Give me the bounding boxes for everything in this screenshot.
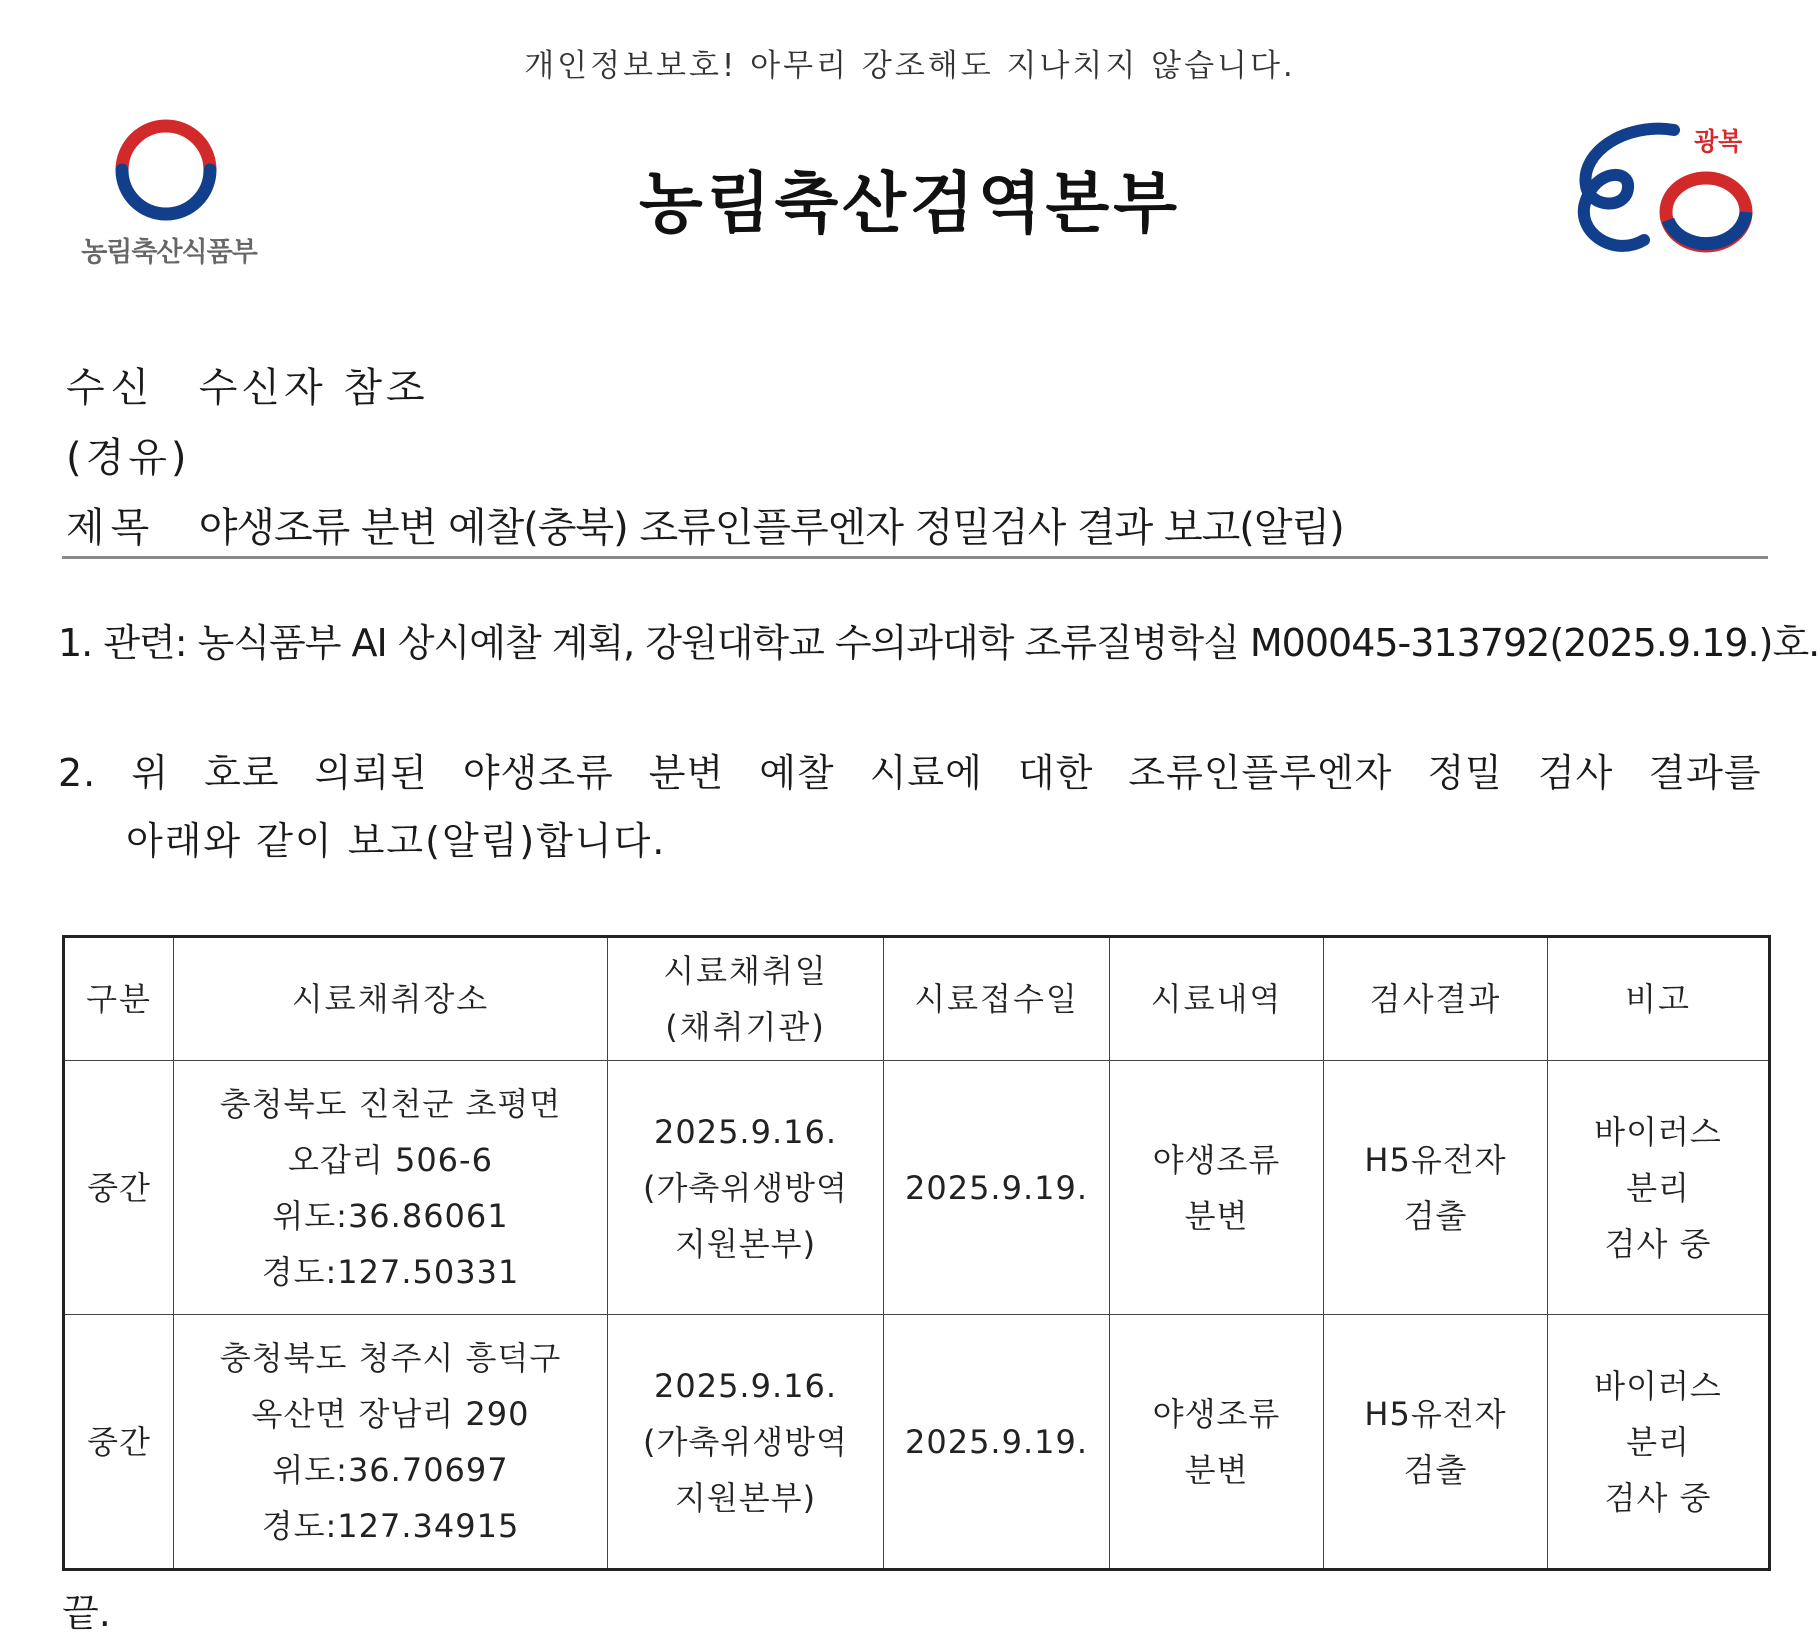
header-receipt-date: 시료접수일 [884,937,1110,1061]
cell-location: 충청북도 청주시 흥덕구 옥산면 장남리 290 위도:36.70697 경도:127.34915 [174,1315,608,1570]
subject-label: 제목 [66,505,156,551]
anniversary-label: 광복 [1694,127,1743,156]
cell-result: H5유전자 검출 [1324,1061,1548,1315]
privacy-notice: 개인정보보호! 아무리 강조해도 지나치지 않습니다. [524,48,1296,84]
cell-collect-date: 2025.9.16. (가축위생방역 지원본부) [608,1061,884,1315]
ministry-name: 농림축산식품부 [81,237,257,268]
recipient-row [66,356,429,413]
header-location: 시료채취장소 [174,937,608,1061]
cell-sample: 야생조류 분변 [1110,1061,1324,1315]
cell-result: H5유전자 검출 [1324,1315,1548,1570]
cell-category: 중간 [64,1061,174,1315]
cell-collect-date: 2025.9.16. (가축위생방역 지원본부) [608,1315,884,1570]
table-header-row [64,937,1770,1061]
via-row [66,426,191,483]
header-remark: 비고 [1548,937,1770,1061]
end-mark: 끝. [62,1591,111,1635]
report-paragraph-line1: 2. 위 호로 의뢰된 야생조류 분변 예찰 시료에 대한 조류인플루엔자 정밀 검사 결과를 [58,751,1762,795]
subject-row [66,496,1344,553]
cell-remark: 바이러스 분리 검사 중 [1548,1315,1770,1570]
cell-location: 충청북도 진천군 초평면 오갑리 506-6 위도:36.86061 경도:127.50331 [174,1061,608,1315]
header-collect-date: 시료채취일 (채취기관) [608,937,884,1061]
org-title: 농림축산검역본부 [638,165,1182,242]
header-sample: 시료내역 [1110,937,1324,1061]
liberation-80th-logo [1556,108,1766,268]
header-result: 검사결과 [1324,937,1548,1061]
cell-receipt-date: 2025.9.19. [884,1061,1110,1315]
results-table [62,935,1771,1571]
table-row [64,1061,1770,1315]
subject-value: 야생조류 분변 예찰(충북) 조류인플루엔자 정밀검사 결과 보고(알림) [198,505,1344,551]
via-value: (경유) [66,435,191,481]
recipient-label: 수신 [66,365,156,411]
cell-sample: 야생조류 분변 [1110,1315,1324,1570]
cell-remark: 바이러스 분리 검사 중 [1548,1061,1770,1315]
header-divider [62,556,1768,559]
recipient-value: 수신자 참조 [198,365,429,411]
table-row [64,1315,1770,1570]
report-paragraph-line2: 아래와 같이 보고(알림)합니다. [126,819,667,863]
cell-category: 중간 [64,1315,174,1570]
cell-receipt-date: 2025.9.19. [884,1315,1110,1570]
related-paragraph: 1. 관련: 농식품부 AI 상시예찰 계획, 강원대학교 수의과대학 조류질병학실 M00045-313792(2025.9.19.)호. [58,621,1820,665]
header-category: 구분 [64,937,174,1061]
